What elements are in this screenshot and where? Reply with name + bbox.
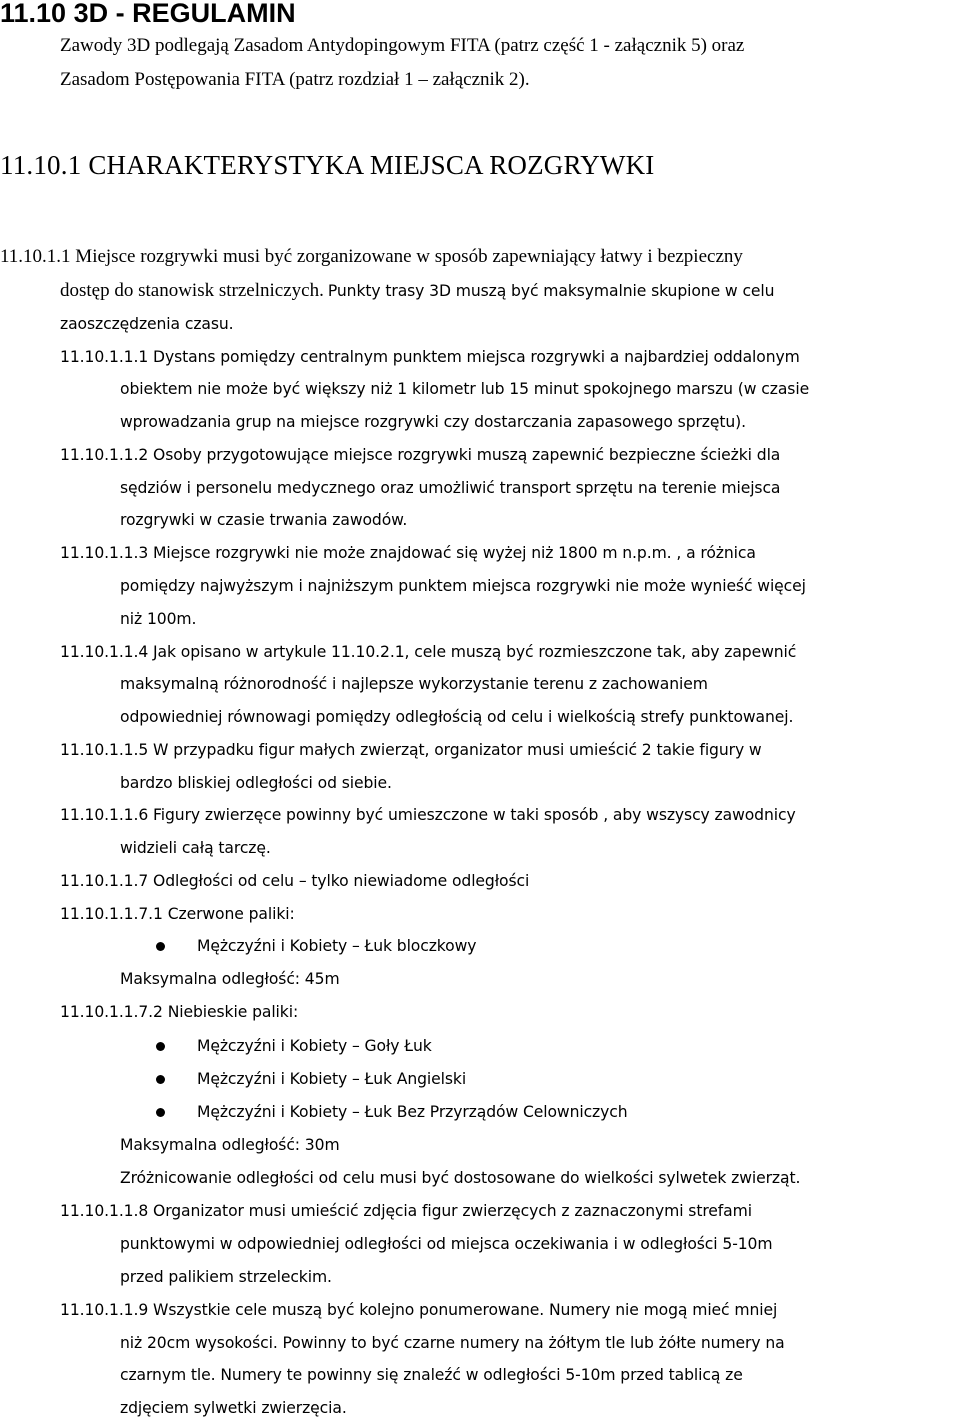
text-line: przed palikiem strzeleckim. xyxy=(120,1268,332,1286)
text-line: Maksymalna odległość: 45m xyxy=(120,970,340,988)
list-item: Mężczyźni i Kobiety – Łuk Angielski xyxy=(197,1070,467,1088)
text-line: odpowiedniej równowagi pomiędzy odległością od celu i wielkością strefy punktowanej. xyxy=(120,708,794,726)
bullet-icon xyxy=(156,1108,165,1117)
text-line: bardzo bliskiej odległości od siebie. xyxy=(120,774,392,792)
list-item: Mężczyźni i Kobiety – Łuk bloczkowy xyxy=(197,937,477,955)
text-line: sędziów i personelu medycznego oraz umożliwić transport sprzętu na terenie miejsca xyxy=(120,479,781,497)
paragraph-1-line-2-serif: dostęp do stanowisk strzelniczych. xyxy=(60,280,324,301)
text-line: niż 100m. xyxy=(120,610,197,628)
text-line: niż 20cm wysokości. Powinny to być czarne numery na żółtym tle lub żółte numery na xyxy=(120,1334,785,1352)
text-line: rozgrywki w czasie trwania zawodów. xyxy=(120,511,408,529)
text-line: 11.10.1.1.2 Osoby przygotowujące miejsce rozgrywki muszą zapewnić bezpieczne ścieżki dla xyxy=(60,446,781,464)
text-line: 11.10.1.1.8 Organizator musi umieścić zdjęcia figur zwierzęcych z zaznaczonymi strefami xyxy=(60,1202,752,1220)
text-line: 11.10.1.1.6 Figury zwierzęce powinny być umieszczone w taki sposób , aby wszyscy zawodnicy xyxy=(60,806,796,824)
text-line: 11.10.1.1.1 Dystans pomiędzy centralnym punktem miejsca rozgrywki a najbardziej oddalonym xyxy=(60,348,800,366)
text-line: obiektem nie może być większy niż 1 kilometr lub 15 minut spokojnego marszu (w czasie xyxy=(120,380,810,398)
bullet-icon xyxy=(156,1075,165,1084)
text-line: 11.10.1.1.7.1 Czerwone paliki: xyxy=(60,905,295,923)
text-line: 11.10.1.1.3 Miejsce rozgrywki nie może znajdować się wyżej niż 1800 m n.p.m. , a różnica xyxy=(60,544,756,562)
intro-line-2: Zasadom Postępowania FITA (patrz rozdział 1 – załącznik 2). xyxy=(60,69,530,90)
list-item: Mężczyźni i Kobiety – Łuk Bez Przyrządów Celowniczych xyxy=(197,1103,628,1121)
text-line: 11.10.1.1.4 Jak opisano w artykule 11.10.2.1, cele muszą być rozmieszczone tak, aby zapewnić xyxy=(60,643,797,661)
text-line: pomiędzy najwyższym i najniższym punktem miejsca rozgrywki nie może wynieść więcej xyxy=(120,577,806,595)
list-item: Mężczyźni i Kobiety – Goły Łuk xyxy=(197,1037,432,1055)
text-line: Maksymalna odległość: 30m xyxy=(120,1136,340,1154)
bullet-icon xyxy=(156,1042,165,1051)
paragraph-1-line-1: 11.10.1.1 Miejsce rozgrywki musi być zorganizowane w sposób zapewniający łatwy i bezpieczny xyxy=(0,246,743,267)
section-title: 11.10.1 CHARAKTERYSTYKA MIEJSCA ROZGRYWKI xyxy=(0,150,655,180)
text-line: 11.10.1.1.9 Wszystkie cele muszą być kolejno ponumerowane. Numery nie mogą mieć mniej xyxy=(60,1301,778,1319)
text-line: punktowymi w odpowiedniej odległości od miejsca oczekiwania i w odległości 5-10m xyxy=(120,1235,773,1253)
page-heading: 11.10 3D - REGULAMIN xyxy=(0,0,296,28)
text-line: czarnym tle. Numery te powinny się znaleźć w odległości 5-10m przed tablicą ze xyxy=(120,1366,743,1384)
text-line: zdjęciem sylwetki zwierzęcia. xyxy=(120,1399,347,1417)
bullet-icon xyxy=(156,942,165,951)
text-line: Zróżnicowanie odległości od celu musi być dostosowane do wielkości sylwetek zwierząt. xyxy=(120,1169,801,1187)
intro-line-1: Zawody 3D podlegają Zasadom Antydopingowym FITA (patrz część 1 - załącznik 5) oraz xyxy=(60,35,745,56)
text-line: 11.10.1.1.5 W przypadku figur małych zwierząt, organizator musi umieścić 2 takie figury w xyxy=(60,741,762,759)
paragraph-1-line-2-sans: Punkty trasy 3D muszą być maksymalnie skupione w celu xyxy=(327,282,775,300)
text-line: maksymalną różnorodność i najlepsze wykorzystanie terenu z zachowaniem xyxy=(120,675,708,693)
text-line: 11.10.1.1.7 Odległości od celu – tylko niewiadome odległości xyxy=(60,872,530,890)
text-line: 11.10.1.1.7.2 Niebieskie paliki: xyxy=(60,1003,299,1021)
paragraph-1-line-3: zaoszczędzenia czasu. xyxy=(60,315,234,333)
paragraph-1-line-2 xyxy=(60,278,774,305)
text-line: wprowadzania grup na miejsce rozgrywki czy dostarczania zapasowego sprzętu). xyxy=(120,413,747,431)
text-line: widzieli całą tarczę. xyxy=(120,839,271,857)
